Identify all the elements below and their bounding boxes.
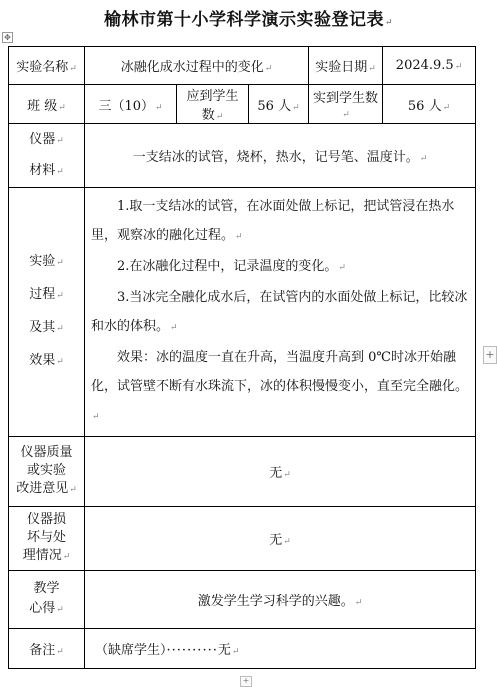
actual-students-label: 实到学生数 ↵ xyxy=(313,91,378,121)
teaching-label-line: 心得 ↵ xyxy=(13,599,80,620)
materials-label-line: 材料 ↵ xyxy=(13,156,80,187)
quality-label-line: 或实验 xyxy=(26,463,66,478)
row-process xyxy=(9,188,476,437)
experiment-date-value: 2024.9.5 ↵ xyxy=(396,58,462,73)
row-remarks xyxy=(9,629,476,669)
damage-label-line: 理情况 ↵ xyxy=(13,547,80,566)
actual-students-label-cell xyxy=(309,85,383,124)
quality-label-line: 改进意见 ↵ xyxy=(13,480,80,499)
expected-students-label-cell xyxy=(177,85,249,124)
process-label-line: 过程 ↵ xyxy=(13,279,80,312)
teaching-value: 激发学生学习科学的兴趣。 ↵ xyxy=(198,594,363,609)
row-quality xyxy=(9,437,476,507)
damage-value-cell[interactable] xyxy=(85,507,476,571)
remarks-prefix: （缺席学生） xyxy=(95,643,167,658)
actual-students-value-cell[interactable] xyxy=(383,85,476,124)
damage-label-cell xyxy=(9,507,85,571)
experiment-name-label: 实验名称 ↵ xyxy=(16,60,77,75)
process-label-cell xyxy=(9,188,85,437)
teaching-label-cell xyxy=(9,571,85,629)
table-move-handle-icon[interactable]: ✥ xyxy=(2,32,13,43)
class-value-cell[interactable] xyxy=(85,85,177,124)
quality-label-cell xyxy=(9,437,85,507)
experiment-date-label: 实验日期 ↵ xyxy=(315,60,376,75)
damage-label-line: 仪器损 xyxy=(26,512,66,527)
class-label: 班 级 ↵ xyxy=(27,99,66,114)
row-class xyxy=(9,85,476,124)
teaching-value-cell[interactable] xyxy=(85,571,476,629)
row-experiment-name xyxy=(9,47,476,85)
page-title: 榆林市第十小学科学演示实验登记表 ↵ xyxy=(0,5,497,30)
experiment-name-label-cell xyxy=(9,47,85,85)
class-value: 三（10） ↵ xyxy=(98,99,162,114)
experiment-date-label-cell xyxy=(309,47,383,85)
materials-value: 一支结冰的试管，烧杯，热水，记号笔、温度计。 ↵ xyxy=(133,150,428,165)
materials-label-cell xyxy=(9,124,85,188)
row-materials xyxy=(9,124,476,188)
remarks-dots: ·········· xyxy=(166,643,218,658)
process-label-line: 实验 ↵ xyxy=(13,246,80,279)
remarks-label: 备注 ↵ xyxy=(29,643,64,658)
effect-paragraph: 效果：冰的温度一直在升高，当温度升高到 0℃时冰开始融化，试管壁不断有水珠流下，冰的体积慢慢变小，直至完全融化。 ↵ xyxy=(91,343,469,432)
experiment-name-value: 冰融化成水过程中的变化 ↵ xyxy=(121,60,273,75)
remarks-value-cell[interactable] xyxy=(85,629,476,669)
quality-value: 无 ↵ xyxy=(269,466,291,481)
materials-label-line: 仪器 ↵ xyxy=(13,125,80,156)
process-step-paragraph: 3.当冰完全融化成水后，在试管内的水面处做上标记，比较冰和水的体积。 ↵ xyxy=(91,283,469,343)
experiment-name-value-cell[interactable] xyxy=(85,47,309,85)
process-label-line: 及其 ↵ xyxy=(13,312,80,345)
process-step-paragraph: 1.取一支结冰的试管，在冰面处做上标记，把试管浸在热水里，观察冰的融化过程。 ↵ xyxy=(91,192,469,252)
experiment-date-value-cell[interactable] xyxy=(383,47,476,85)
materials-value-cell[interactable] xyxy=(85,124,476,188)
add-row-icon[interactable]: + xyxy=(240,676,252,687)
damage-label-line: 坏与处 xyxy=(26,530,66,545)
remarks-label-cell xyxy=(9,629,85,669)
process-step-paragraph: 2.在冰融化过程中，记录温度的变化。 ↵ xyxy=(91,252,469,283)
quality-label-line: 仪器质量 xyxy=(20,445,73,460)
add-column-icon[interactable]: + xyxy=(483,346,497,364)
experiment-log-table xyxy=(8,46,476,669)
expected-students-label: 应到学生数 ↵ xyxy=(186,89,238,123)
quality-value-cell[interactable] xyxy=(85,437,476,507)
actual-students-value: 56 人 ↵ xyxy=(408,99,450,114)
process-label-line: 效果 ↵ xyxy=(13,345,80,378)
row-damage xyxy=(9,507,476,571)
teaching-label-line: 教学 xyxy=(33,581,60,596)
damage-value: 无 ↵ xyxy=(269,533,291,548)
class-label-cell xyxy=(9,85,85,124)
process-content-cell[interactable] xyxy=(85,188,476,437)
expected-students-value-cell[interactable] xyxy=(249,85,309,124)
row-teaching xyxy=(9,571,476,629)
remarks-value: 无 ↵ xyxy=(218,643,240,658)
expected-students-value: 56 人 ↵ xyxy=(257,99,299,114)
